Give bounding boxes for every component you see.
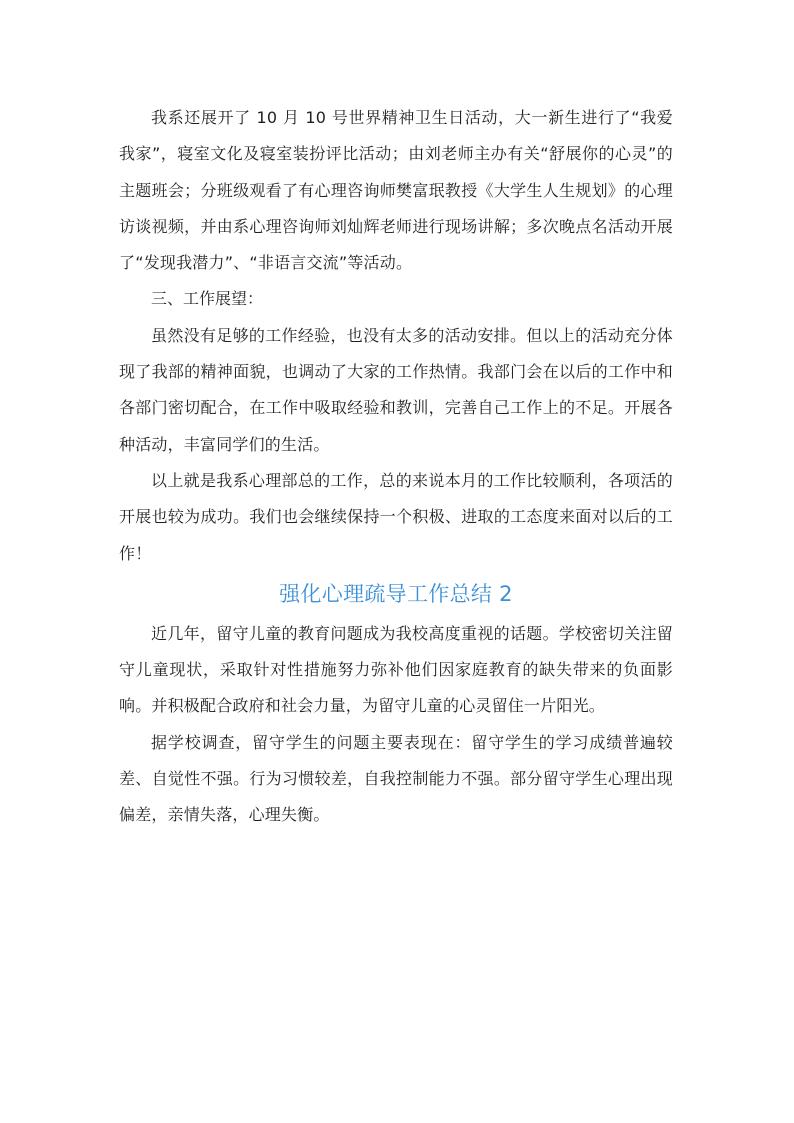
paragraph-activities: 我系还展开了 10 月 10 号世界精神卫生日活动，大一新生进行了“我爱我家”，寝室文化及寝室装扮评比活动；由刘老师主办有关“舒展你的心灵”的主题班会；分班级观看了有心理咨询师樊富珉教授《大学生人生规划》的心理访谈视频，并由系心理咨询师刘灿辉老师进行现场讲解；多次晚点名活动开展了“发现我潜力”、“非语言交流”等活动。 <box>119 108 673 273</box>
paragraph-outlook: 虽然没有足够的工作经验，也没有太多的活动安排。但以上的活动充分体现了我部的精神面貌，也调动了大家的工作热情。我部门会在以后的工作中和各部门密切配合，在工作中吸取经验和教训，完善自己工作上的不足。开展各种活动，丰富同学们的生活。 <box>119 325 673 454</box>
document-body <box>119 100 673 834</box>
paragraph-survey-findings: 据学校调查，留守学生的问题主要表现在：留守学生的学习成绩普遍较差、自觉性不强。行为习惯较差，自我控制能力不强。部分留守学生心理出现偏差，亲情失落，心理失衡。 <box>119 732 673 825</box>
section-title: 强化心理疏导工作总结 2 <box>279 581 513 606</box>
paragraph-summary: 以上就是我系心理部总的工作，总的来说本月的工作比较顺利，各项活的开展也较为成功。我们也会继续保持一个积极、进取的工态度来面对以后的工作！ <box>119 470 673 563</box>
section-heading-work-outlook: 三、工作展望： <box>151 289 264 309</box>
paragraph-left-behind-children: 近几年，留守儿童的教育问题成为我校高度重视的话题。学校密切关注留守儿童现状，采取针对性措施努力弥补他们因家庭教育的缺失带来的负面影响。并积极配合政府和社会力量，为留守儿童的心灵留住一片阳光。 <box>119 623 673 716</box>
